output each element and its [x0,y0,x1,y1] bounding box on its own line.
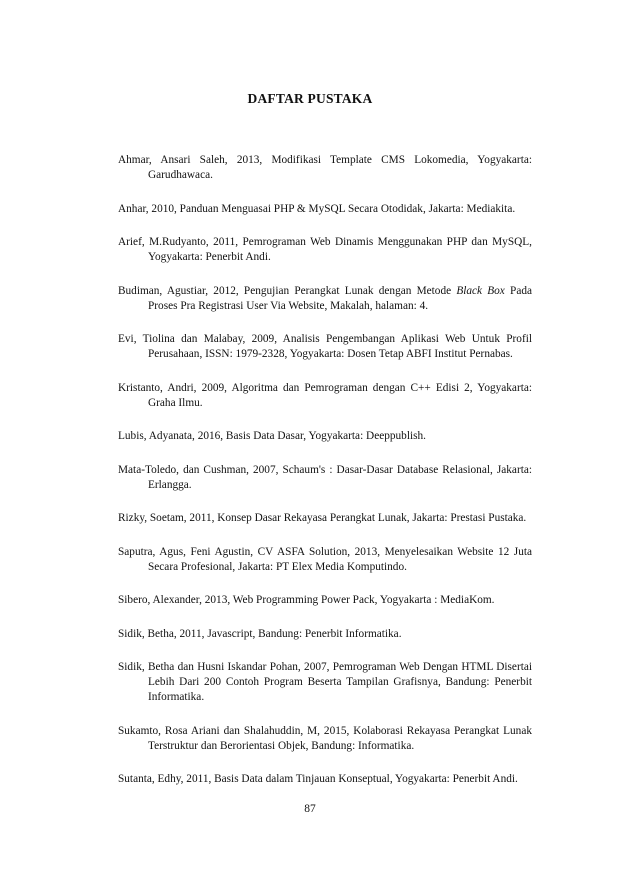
reference-item: Arief, M.Rudyanto, 2011, Pemrograman Web Dinamis Menggunakan PHP dan MySQL, Yogyakarta: Penerbit Andi. [118,236,532,263]
reference-item: Anhar, 2010, Panduan Menguasai PHP & MySQL Secara Otodidak, Jakarta: Mediakita. [118,202,516,215]
reference-item: Lubis, Adyanata, 2016, Basis Data Dasar, Yogyakarta: Deeppublish. [118,430,426,442]
reference-text: Budiman, Agustiar, 2012, Pengujian Perangkat Lunak dengan Metode [118,284,457,297]
reference-item: Saputra, Agus, Feni Agustin, CV ASFA Solution, 2013, Menyelesaikan Website 12 Juta Secara Profesional, Jakarta: PT Elex Media Komputindo. [118,545,532,573]
reference-item: Ahmar, Ansari Saleh, 2013, Modifikasi Template CMS Lokomedia, Yogyakarta: Garudhawaca. [118,154,532,181]
reference-item: Kristanto, Andri, 2009, Algoritma dan Pemrograman dengan C++ Edisi 2, Yogyakarta: Graha Ilmu. [118,381,532,409]
reference-item: Sutanta, Edhy, 2011, Basis Data dalam Tinjauan Konseptual, Yogyakarta: Penerbit Andi. [118,773,518,785]
reference-item: Sibero, Alexander, 2013, Web Programming Power Pack, Yogyakarta : MediaKom. [118,594,495,606]
reference-item [118,284,532,314]
reference-list [118,153,532,806]
page-number: 87 [304,803,316,815]
reference-item: Sidik, Betha, 2011, Javascript, Bandung: Penerbit Informatika. [118,627,402,640]
reference-item: Rizky, Soetam, 2011, Konsep Dasar Rekayasa Perangkat Lunak, Jakarta: Prestasi Pustaka. [118,512,527,524]
reference-text: Pada Proses Pra Registrasi User Via Website, Makalah, halaman: 4. [148,284,532,312]
reference-item: Mata-Toledo, dan Cushman, 2007, Schaum's : Dasar-Dasar Database Relasional, Jakarta: Erlangga. [118,463,532,491]
reference-item: Sidik, Betha dan Husni Iskandar Pohan, 2007, Pemrograman Web Dengan HTML Disertai Lebih Dari 200 Contoh Program Beserta Tampilan Grafisnya, Bandung: Penerbit Informatika. [118,661,532,703]
reference-item: Evi, Tiolina dan Malabay, 2009, Analisis Pengembangan Aplikasi Web Untuk Profil Perusahaan, ISSN: 1979-2328, Yogyakarta: Dosen Tetap ABFI Institut Pernabas. [118,333,532,360]
page-title: DAFTAR PUSTAKA [247,91,373,106]
reference-item: Sukamto, Rosa Ariani dan Shalahuddin, M, 2015, Kolaborasi Rekayasa Perangkat Lunak Terstruktur dan Berorientasi Objek, Bandung: Informatika. [118,724,532,752]
reference-italic-term: Black Box [456,284,505,297]
